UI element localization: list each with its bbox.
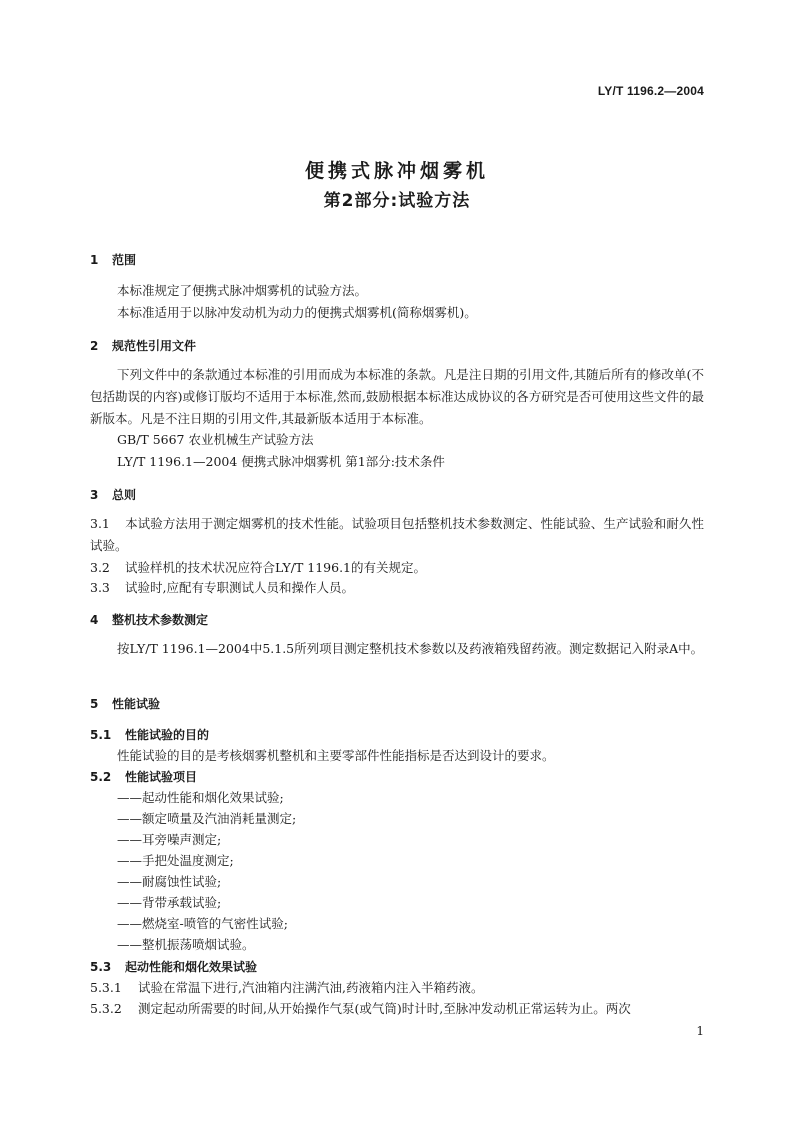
clause-number: 3.1 [90,516,110,531]
clause-text: 试验样机的技术状况应符合LY/T 1196.1的有关规定。 [125,560,427,575]
section-number: 4 [90,613,99,627]
section-5-heading [90,696,160,712]
clause-5-3-2 [90,1001,631,1017]
list-item: ——背带承载试验; [117,895,222,910]
list-item: ——起动性能和烟化效果试验; [117,790,284,805]
paragraph: 按LY/T 1196.1—2004中5.1.5所列项目测定整机技术参数以及药液箱残留药液。测定数据记入附录A中。 [117,641,704,656]
document-title: 便携式脉冲烟雾机 [304,160,489,182]
reference-item: GB/T 5667 农业机械生产试验方法 [117,432,314,447]
clause-5-3-1 [90,980,483,996]
clause-3-1 [90,513,704,557]
section-1-heading [90,252,136,268]
list-item: ——额定喷量及汽油消耗量测定; [117,811,297,826]
clause-number: 3.2 [90,560,110,575]
clause-number: 3.3 [90,580,110,595]
section-number: 3 [90,488,99,502]
list-item: ——耐腐蚀性试验; [117,874,222,889]
document-subtitle: 第2部分:试验方法 [323,191,471,211]
paragraph: 本标准规定了便携式脉冲烟雾机的试验方法。 [117,283,368,298]
clause-number: 5.3.1 [90,980,122,995]
section-number: 5.1 [90,728,112,742]
section-title: 性能试验项目 [125,770,198,784]
page-number: 1 [696,1024,704,1038]
section-title: 性能试验的目的 [125,728,210,742]
section-title: 性能试验 [112,697,161,711]
clause-text: 测定起动所需要的时间,从开始操作气泵(或气筒)时计时,至脉冲发动机正常运转为止。两次 [138,1001,631,1016]
clause-3-3 [90,580,354,596]
clause-number: 5.3.2 [90,1001,122,1016]
section-4-heading [90,612,208,628]
section-number: 5.2 [90,770,112,784]
list-item: ——耳旁噪声测定; [117,832,222,847]
subsection-5-2-heading [90,769,197,785]
section-title: 起动性能和烟化效果试验 [125,960,258,974]
section-title: 范围 [112,253,137,267]
clause-3-2 [90,560,426,576]
list-item: ——燃烧室-喷管的气密性试验; [117,916,288,931]
paragraph: 下列文件中的条款通过本标准的引用而成为本标准的条款。凡是注日期的引用文件,其随后所有的修改单(不包括勘误的内容)或修订版均不适用于本标准,然而,鼓励根据本标准达成协议的各方研究是否可使用这些文件的最新版本。凡是不注日期的引用文件,其最新版本适用于本标准。 [90,367,704,426]
section-title: 总则 [112,488,137,502]
clause-text: 本试验方法用于测定烟雾机的技术性能。试验项目包括整机技术参数测定、性能试验、生产试验和耐久性试验。 [90,516,704,553]
section-number: 5 [90,697,99,711]
paragraph: 性能试验的目的是考核烟雾机整机和主要零部件性能指标是否达到设计的要求。 [117,748,555,763]
section-title: 整机技术参数测定 [112,613,209,627]
reference-item: LY/T 1196.1—2004 便携式脉冲烟雾机 第1部分:技术条件 [117,454,445,469]
subsection-5-3-heading [90,959,257,975]
list-item: ——整机振荡喷烟试验。 [117,937,255,952]
list-item: ——手把处温度测定; [117,853,234,868]
section-number: 1 [90,253,99,267]
section-number: 5.3 [90,960,112,974]
section-3-heading [90,487,136,503]
subsection-5-1-heading [90,727,209,743]
section-title: 规范性引用文件 [112,339,197,353]
section-2-heading [90,338,196,354]
section-number: 2 [90,339,99,353]
clause-text: 试验时,应配有专职测试人员和操作人员。 [125,580,354,595]
standard-code: LY/T 1196.2—2004 [597,84,704,98]
clause-text: 试验在常温下进行,汽油箱内注满汽油,药液箱内注入半箱药液。 [138,980,484,995]
paragraph: 本标准适用于以脉冲发动机为动力的便携式烟雾机(简称烟雾机)。 [117,305,477,320]
